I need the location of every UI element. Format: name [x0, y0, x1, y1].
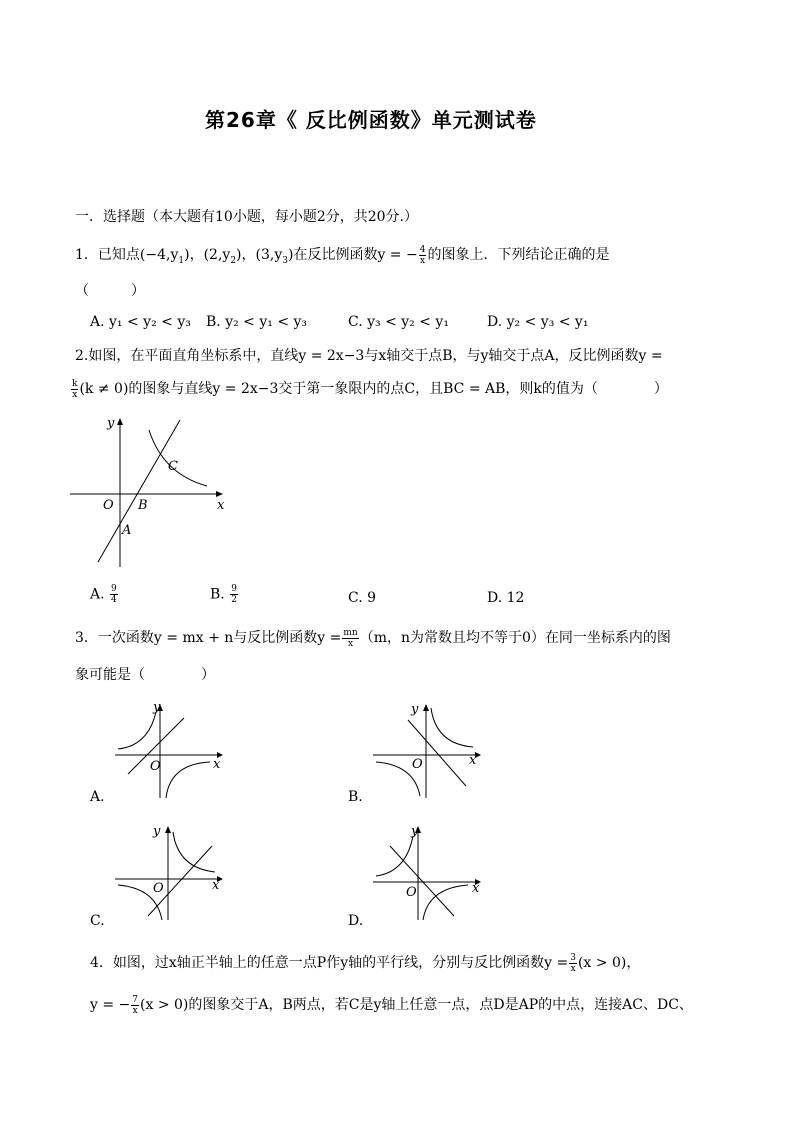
label-y: y	[153, 700, 161, 715]
page-title: 第26章《 反比例函数》单元测试卷	[205, 108, 537, 132]
question-3-option-d: D.	[348, 913, 364, 929]
label-o: O	[150, 759, 161, 774]
section-heading: 一．选择题（本大题有10小题，每小题2分，共20分.）	[75, 209, 418, 225]
label-y: y	[107, 416, 115, 431]
fraction: $\frac{9}{4}$	[111, 584, 117, 605]
question-2-option-d: D. 12	[487, 590, 525, 606]
question-4-stem-line-1: 4．如图，过x轴正半轴上的任意一点P作y轴的平行线，分别与反比例函数y = $\frac{3}{x}$ (x > 0)，	[90, 952, 641, 974]
label-x: x	[212, 878, 220, 893]
fraction: $\frac{7}{x}$	[132, 994, 139, 1016]
fraction: $\frac{k}{x}$	[72, 378, 78, 400]
label-o: O	[412, 757, 423, 772]
question-1-stem: 1．已知点$(-4,y_1)$，$(2,y_2)$，$(3,y_3)$在反比例函数y = − $\frac{4}{x}$ 的图象上．下列结论正确的是	[75, 244, 610, 266]
question-1-option-d: D. y₂ < y₃ < y₁	[487, 314, 589, 330]
question-2-stem-line-2: $\frac{k}{x}$ (k ≠ 0)的图象与直线y = 2x−3交于第一象限内的点C，且BC = AB，则k的值为（ ）	[72, 378, 668, 400]
y-axis-arrow	[117, 418, 123, 425]
question-2-option-b: B. $\frac{9}{2}$	[210, 584, 237, 605]
label-x: x	[217, 498, 225, 513]
label-c: C	[168, 459, 178, 474]
label-a: A	[122, 523, 132, 538]
question-3-stem-line-1: 3．一次函数y = mx + n与反比例函数y = $\frac{mn}{x}$ （m，n为常数且均不等于0）在同一坐标系内的图	[75, 627, 671, 649]
question-2-option-a: A. $\frac{9}{4}$	[90, 584, 117, 605]
straight-line	[408, 720, 466, 786]
label-x: x	[213, 757, 221, 772]
question-3-graph-c	[110, 822, 230, 924]
label-y: y	[411, 702, 419, 717]
hyperbola-branch-upper-right	[431, 708, 473, 747]
question-3-stem-line-2: 象可能是（ ）	[75, 667, 215, 683]
question-3-option-a: A.	[90, 789, 105, 805]
question-2-graph	[65, 412, 235, 574]
question-1-bracket: （ ）	[75, 283, 145, 299]
label-y: y	[411, 824, 419, 839]
question-3-graph-a	[110, 700, 230, 802]
question-4-stem-line-2: y = − $\frac{7}{x}$ (x > 0)的图象交于A，B两点，若C是y轴上任意一点，点D是AP的中点，连接AC、DC、	[90, 994, 693, 1016]
fraction: $\frac{mn}{x}$	[343, 627, 358, 649]
x-axis-arrow	[216, 491, 223, 497]
label-b: B	[138, 498, 148, 513]
label-o: O	[103, 498, 114, 513]
question-3-graph-d	[368, 822, 488, 924]
fraction: $\frac{9}{2}$	[231, 584, 237, 605]
straight-line	[390, 846, 454, 916]
label-x: x	[469, 753, 477, 768]
label-y: y	[153, 824, 161, 839]
hyperbola-branch-lower-right	[166, 762, 210, 798]
hyperbola-branch-upper-left	[376, 836, 413, 876]
question-1-option-b: B. y₂ < y₁ < y₃	[206, 314, 308, 330]
question-1-option-c: C. y₃ < y₂ < y₁	[348, 314, 449, 330]
question-3-graph-b	[368, 700, 488, 802]
question-2-option-c: C. 9	[348, 590, 377, 606]
hyperbola-branch-upper-left	[118, 712, 156, 749]
hyperbola-branch-lower-right	[423, 885, 468, 920]
y-axis-arrow	[165, 826, 171, 833]
line-2x-minus-3	[98, 420, 180, 562]
fraction: $\frac{3}{x}$	[570, 952, 576, 974]
label-o: O	[406, 885, 417, 900]
question-3-option-c: C.	[90, 913, 105, 929]
label-x: x	[472, 881, 480, 896]
question-3-option-b: B.	[348, 789, 363, 805]
y-axis-arrow	[423, 704, 429, 711]
fraction: $\frac{4}{x}$	[419, 244, 426, 266]
question-1-option-a: A. y₁ < y₂ < y₃	[90, 314, 191, 330]
label-o: O	[153, 881, 164, 896]
question-2-stem-line-1: 2.如图，在平面直角坐标系中，直线y = 2x−3与x轴交于点B，与y轴交于点A，反比例函数y =	[75, 348, 663, 364]
